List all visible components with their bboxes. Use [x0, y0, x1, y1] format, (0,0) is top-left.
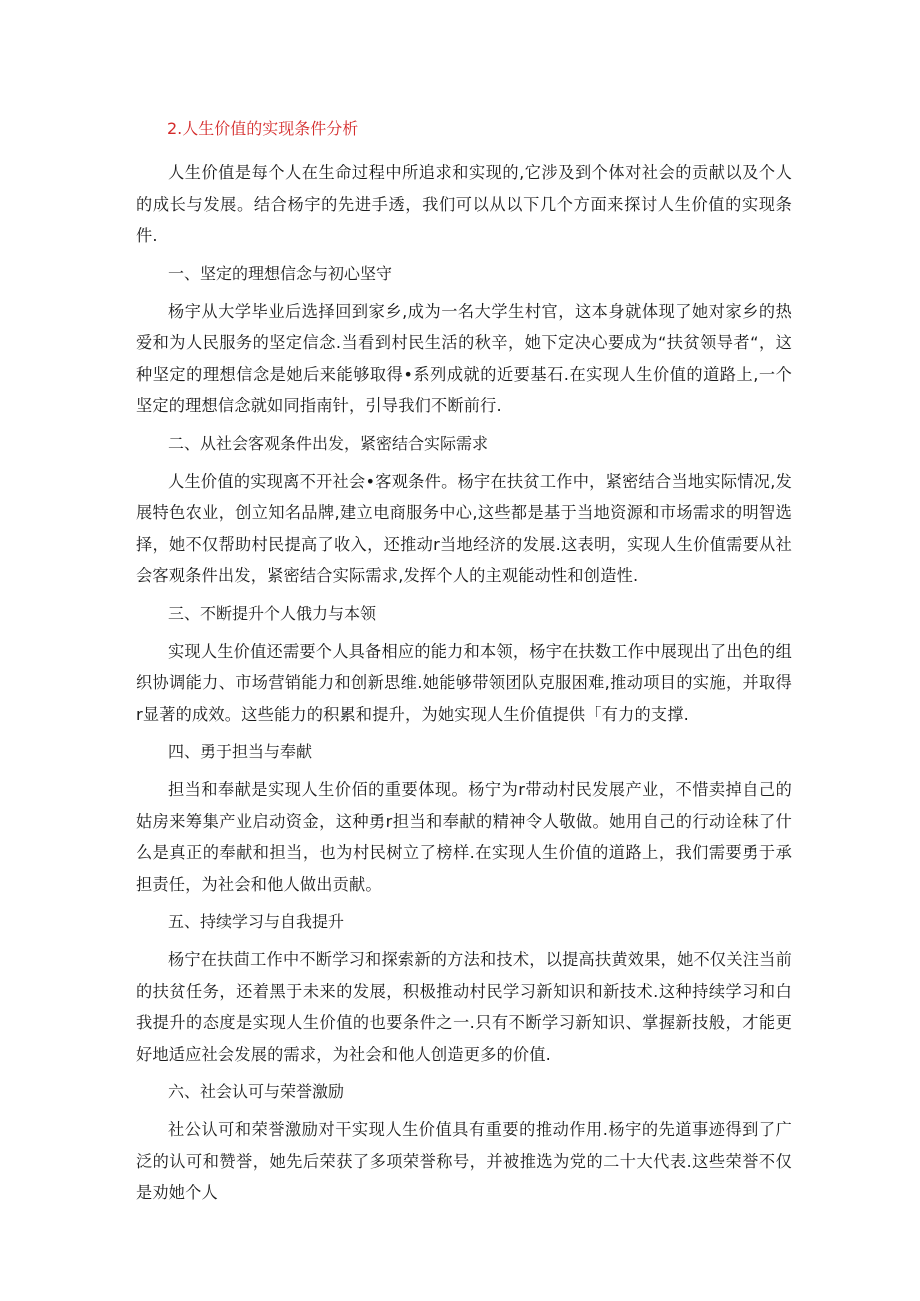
subsection-title-6: 六、社会认可与荣誉激励: [168, 1082, 345, 1101]
document-body: [136, 157, 792, 1209]
subsection-paragraph-2: 人生价值的实现离不开社会•客观条件。杨宇在扶贫工作中，紧密结合当地实际情况,发展特色农业，创立知名品牌,建立电商服务中心,这些都是基于当地资源和市场需求的明智选择，她不仅帮助村民提高了收入，还推动r当地经济的发展.这表明，实现人生价值需要从社会客观条件出发，紧密结合实际需求,发挥个人的主观能动性和创造性.: [136, 471, 792, 585]
subsection-paragraph-5: 杨宁在扶茴工作中不断学习和探索新的方法和技术，以提高扶黄效果，她不仅关注当前的扶贫任务，还着黑于未来的发展，积极推动村民学习新知识和新技术.这种持续学习和白我提升的态度是实现人生价值的也要条件之一.只有不断学习新知识、掌握新技般，才能更好地适应社会发展的需求，为社会和他人创造更多的价值.: [136, 950, 792, 1064]
subsection-paragraph-3: 实现人生价值还需要个人具备相应的能力和本领，杨宇在扶数工作中展现出了出色的组织协调能力、市场营销能力和创新思维.她能够带领团队克服困难,推动项目的实施，并取得r显著的成效。这些能力的积累和提升，为她实现人生价值提供「有力的支撑.: [136, 641, 792, 724]
subsection-title-5: 五、持续学习与自我提升: [168, 912, 345, 931]
subsection-paragraph-4: 担当和奉献是实现人生价佰的重要体现。杨宁为r带动村民发展产业，不惜卖掉自己的姑房来筹集产业启动资金，这种勇r担当和奉献的精神令人敬做。她用自己的行动诠秣了什么是真正的奉献和担当，也为村民树立了榜样.在实现人生价值的道路上，我们需要勇于承担责任，为社会和他人做出贡献。: [136, 780, 792, 894]
subsection-paragraph-1: 杨宇从大学毕业后选择回到家乡,成为一名大学生村官，这本身就体现了她对家乡的热爱和为人民服务的坚定信念.当看到村民生活的秋辛，她下定决心要成为“扶贫领导者“，这种坚定的理想信念是她后来能够取得•系列成就的近要基石.在实现人生价值的道路上,一个坚定的理想信念就如同指南针，引导我们不断前行.: [136, 301, 792, 415]
intro-paragraph: 人生价值是每个人在生命过程中所追求和实现的,它涉及到个体对社会的贡献以及个人的成长与发展。结合杨宇的先进手透，我们可以从以下几个方面来探讨人生价值的实现条件.: [136, 163, 792, 245]
subsection-paragraph-6: 社公认可和荣誉激励对干实现人生价值具有重要的推动作用.杨宇的先道事迹得到了广泛的认可和赞誉，她先后荣获了多项荣誉称号，并被推选为党的二十大代表.这些荣誉不仅是劝她个人: [136, 1120, 792, 1202]
subsection-title-4: 四、勇于担当与奉献: [168, 742, 313, 761]
subsection-title-3: 三、不断提升个人俄力与本领: [168, 603, 377, 623]
subsection-title-1: 一、坚定的理想信念与初心坚守: [168, 263, 393, 283]
section-heading: 2.人生价值的实现条件分析: [167, 119, 359, 138]
subsection-title-2: 二、从社会客观条件出发，紧密结合实际需求: [168, 433, 489, 453]
